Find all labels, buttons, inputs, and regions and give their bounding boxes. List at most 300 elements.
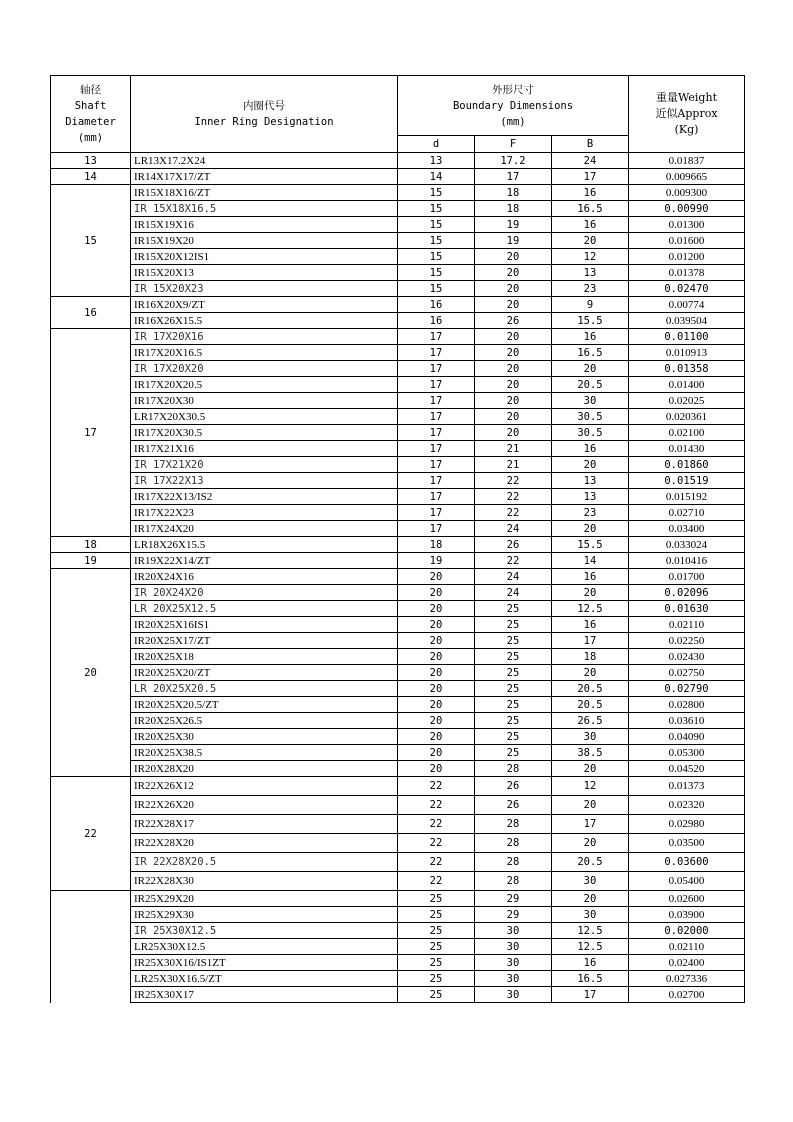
- table-row: [51, 872, 745, 891]
- b-cell: 12.5: [552, 601, 629, 617]
- designation-cell: LR17X20X30.5: [131, 409, 398, 425]
- table-row: [51, 633, 745, 649]
- d-cell: 20: [398, 665, 475, 681]
- d-cell: 25: [398, 987, 475, 1003]
- d-cell: 22: [398, 815, 475, 834]
- weight-cell: 0.02710: [629, 505, 745, 521]
- f-cell: 25: [475, 601, 552, 617]
- table-row: [51, 923, 745, 939]
- weight-cell: 0.01600: [629, 233, 745, 249]
- b-cell: 14: [552, 553, 629, 569]
- weight-cell: 0.01630: [629, 601, 745, 617]
- designation-cell: IR17X22X23: [131, 505, 398, 521]
- table-row: [51, 939, 745, 955]
- weight-cell: 0.02980: [629, 815, 745, 834]
- designation-cell: IR19X22X14/ZT: [131, 553, 398, 569]
- designation-cell: IR16X20X9/ZT: [131, 297, 398, 313]
- weight-cell: 0.02750: [629, 665, 745, 681]
- designation-cell: IR22X28X17: [131, 815, 398, 834]
- b-cell: 17: [552, 633, 629, 649]
- weight-cell: 0.01700: [629, 569, 745, 585]
- d-cell: 15: [398, 265, 475, 281]
- f-cell: 28: [475, 834, 552, 853]
- designation-cell: IR14X17X17/ZT: [131, 169, 398, 185]
- d-cell: 17: [398, 329, 475, 345]
- b-cell: 20: [552, 761, 629, 777]
- weight-cell: 0.02400: [629, 955, 745, 971]
- d-cell: 22: [398, 872, 475, 891]
- d-cell: 20: [398, 745, 475, 761]
- table-row: [51, 987, 745, 1003]
- d-cell: 25: [398, 907, 475, 923]
- b-cell: 20: [552, 361, 629, 377]
- d-cell: 22: [398, 853, 475, 872]
- f-cell: 20: [475, 249, 552, 265]
- weight-cell: 0.03500: [629, 834, 745, 853]
- weight-cell: 0.009300: [629, 185, 745, 201]
- table-row: [51, 281, 745, 297]
- d-cell: 17: [398, 409, 475, 425]
- shaft-diameter-cell: 19: [51, 553, 131, 569]
- f-cell: 20: [475, 265, 552, 281]
- b-cell: 20.5: [552, 377, 629, 393]
- weight-cell: 0.01300: [629, 217, 745, 233]
- designation-cell: LR25X30X16.5/ZT: [131, 971, 398, 987]
- b-cell: 20: [552, 796, 629, 815]
- f-cell: 20: [475, 361, 552, 377]
- weight-cell: 0.01430: [629, 441, 745, 457]
- d-cell: 18: [398, 537, 475, 553]
- b-cell: 20: [552, 665, 629, 681]
- b-cell: 12: [552, 249, 629, 265]
- b-cell: 20: [552, 521, 629, 537]
- table-row: [51, 409, 745, 425]
- b-cell: 20: [552, 585, 629, 601]
- f-cell: 17.2: [475, 153, 552, 169]
- designation-cell: IR16X26X15.5: [131, 313, 398, 329]
- d-cell: 22: [398, 796, 475, 815]
- d-cell: 20: [398, 585, 475, 601]
- table-row: [51, 891, 745, 907]
- weight-cell: 0.033024: [629, 537, 745, 553]
- table-row: [51, 345, 745, 361]
- weight-cell: 0.05400: [629, 872, 745, 891]
- d-cell: 19: [398, 553, 475, 569]
- weight-cell: 0.03600: [629, 853, 745, 872]
- d-cell: 20: [398, 649, 475, 665]
- designation-cell: LR 20X25X12.5: [131, 601, 398, 617]
- shaft-diameter-cell: 22: [51, 777, 131, 891]
- b-cell: 20.5: [552, 853, 629, 872]
- f-cell: 18: [475, 201, 552, 217]
- designation-cell: IR20X25X38.5: [131, 745, 398, 761]
- table-row: [51, 249, 745, 265]
- boundary-header-line: 外形尺寸: [492, 83, 534, 96]
- designation-cell: IR22X28X30: [131, 872, 398, 891]
- shaft-diameter-cell: [51, 891, 131, 1003]
- f-cell: 25: [475, 713, 552, 729]
- designation-cell: IR 22X28X20.5: [131, 853, 398, 872]
- b-cell: 30: [552, 393, 629, 409]
- designation-cell: IR15X20X12IS1: [131, 249, 398, 265]
- d-cell: 25: [398, 939, 475, 955]
- table-row: [51, 713, 745, 729]
- f-cell: 19: [475, 217, 552, 233]
- designation-cell: IR 15X18X16.5: [131, 201, 398, 217]
- designation-cell: IR 15X20X23: [131, 281, 398, 297]
- table-row: [51, 745, 745, 761]
- b-cell: 18: [552, 649, 629, 665]
- table-row: [51, 537, 745, 553]
- designation-cell: IR20X24X16: [131, 569, 398, 585]
- d-cell: 17: [398, 361, 475, 377]
- b-cell: 30: [552, 872, 629, 891]
- weight-cell: 0.04520: [629, 761, 745, 777]
- b-cell: 12.5: [552, 939, 629, 955]
- weight-cell: 0.02100: [629, 425, 745, 441]
- table-row: [51, 907, 745, 923]
- f-cell: 26: [475, 313, 552, 329]
- f-cell: 28: [475, 815, 552, 834]
- designation-cell: IR 20X24X20: [131, 585, 398, 601]
- f-cell: 22: [475, 505, 552, 521]
- d-cell: 15: [398, 185, 475, 201]
- weight-cell: 0.02700: [629, 987, 745, 1003]
- b-cell: 30: [552, 907, 629, 923]
- table-row: [51, 361, 745, 377]
- b-cell: 13: [552, 489, 629, 505]
- d-cell: 17: [398, 505, 475, 521]
- d-cell: 20: [398, 569, 475, 585]
- b-cell: 16.5: [552, 201, 629, 217]
- f-cell: 24: [475, 569, 552, 585]
- b-cell: 9: [552, 297, 629, 313]
- d-cell: 17: [398, 457, 475, 473]
- b-cell: 16: [552, 217, 629, 233]
- weight-cell: 0.02430: [629, 649, 745, 665]
- f-cell: 20: [475, 297, 552, 313]
- b-cell: 16: [552, 569, 629, 585]
- designation-cell: IR17X20X30.5: [131, 425, 398, 441]
- shaft-diameter-cell: 16: [51, 297, 131, 329]
- f-cell: 19: [475, 233, 552, 249]
- designation-cell: IR17X20X30: [131, 393, 398, 409]
- table-row: [51, 955, 745, 971]
- weight-cell: 0.02110: [629, 939, 745, 955]
- b-cell: 23: [552, 281, 629, 297]
- weight-cell: 0.015192: [629, 489, 745, 505]
- weight-cell: 0.00774: [629, 297, 745, 313]
- b-cell: 38.5: [552, 745, 629, 761]
- designation-cell: IR20X25X20/ZT: [131, 665, 398, 681]
- weight-cell: 0.010416: [629, 553, 745, 569]
- weight-header: [629, 76, 745, 153]
- d-cell: 17: [398, 441, 475, 457]
- designation-cell: IR22X26X20: [131, 796, 398, 815]
- table-row: [51, 185, 745, 201]
- designation-cell: IR20X25X17/ZT: [131, 633, 398, 649]
- shaft-header-line: (mm): [77, 132, 104, 144]
- weight-cell: 0.01100: [629, 329, 745, 345]
- f-cell: 30: [475, 939, 552, 955]
- f-cell: 24: [475, 585, 552, 601]
- f-cell: 29: [475, 891, 552, 907]
- d-cell: 17: [398, 425, 475, 441]
- b-cell: 16: [552, 617, 629, 633]
- boundary-header-line: Boundary Dimensions: [452, 99, 574, 112]
- designation-cell: LR 20X25X20.5: [131, 681, 398, 697]
- table-row: [51, 617, 745, 633]
- weight-cell: 0.02790: [629, 681, 745, 697]
- table-row: [51, 553, 745, 569]
- b-cell: 15.5: [552, 313, 629, 329]
- f-cell: 29: [475, 907, 552, 923]
- weight-cell: 0.01378: [629, 265, 745, 281]
- f-cell: 20: [475, 281, 552, 297]
- b-cell: 30.5: [552, 409, 629, 425]
- d-cell: 16: [398, 297, 475, 313]
- weight-cell: 0.01400: [629, 377, 745, 393]
- f-cell: 25: [475, 697, 552, 713]
- designation-cell: LR25X30X12.5: [131, 939, 398, 955]
- table-row: [51, 489, 745, 505]
- d-cell: 17: [398, 473, 475, 489]
- d-cell: 14: [398, 169, 475, 185]
- table-row: [51, 585, 745, 601]
- designation-cell: IR25X30X17: [131, 987, 398, 1003]
- weight-cell: 0.020361: [629, 409, 745, 425]
- shaft-header-line: Diameter: [65, 116, 116, 128]
- b-cell: 13: [552, 265, 629, 281]
- b-cell: 16.5: [552, 345, 629, 361]
- designation-cell: IR17X20X16.5: [131, 345, 398, 361]
- f-cell: 30: [475, 923, 552, 939]
- d-cell: 25: [398, 955, 475, 971]
- designation-cell: IR15X19X20: [131, 233, 398, 249]
- d-cell: 17: [398, 489, 475, 505]
- f-cell: 18: [475, 185, 552, 201]
- b-header: B: [552, 136, 629, 153]
- weight-cell: 0.01200: [629, 249, 745, 265]
- table-body: [51, 76, 745, 1003]
- weight-cell: 0.02470: [629, 281, 745, 297]
- table-row: [51, 153, 745, 169]
- f-cell: 20: [475, 329, 552, 345]
- d-cell: 22: [398, 777, 475, 796]
- shaft-diameter-cell: 14: [51, 169, 131, 185]
- weight-cell: 0.03900: [629, 907, 745, 923]
- designation-cell: IR 25X30X12.5: [131, 923, 398, 939]
- designation-cell: IR 17X20X20: [131, 361, 398, 377]
- d-header: d: [398, 136, 475, 153]
- weight-cell: 0.02025: [629, 393, 745, 409]
- weight-cell: 0.02320: [629, 796, 745, 815]
- table-row: [51, 665, 745, 681]
- b-cell: 20.5: [552, 681, 629, 697]
- designation-cell: IR17X20X20.5: [131, 377, 398, 393]
- d-cell: 17: [398, 393, 475, 409]
- f-cell: 28: [475, 853, 552, 872]
- weight-cell: 0.01358: [629, 361, 745, 377]
- header-row: [51, 76, 745, 136]
- f-cell: 25: [475, 633, 552, 649]
- table-row: [51, 971, 745, 987]
- table-row: [51, 777, 745, 796]
- b-cell: 15.5: [552, 537, 629, 553]
- weight-cell: 0.010913: [629, 345, 745, 361]
- d-cell: 20: [398, 633, 475, 649]
- weight-cell: 0.05300: [629, 745, 745, 761]
- d-cell: 25: [398, 891, 475, 907]
- d-cell: 20: [398, 601, 475, 617]
- f-cell: 25: [475, 617, 552, 633]
- designation-cell: IR22X28X20: [131, 834, 398, 853]
- weight-cell: 0.039504: [629, 313, 745, 329]
- bearing-inner-ring-table: [50, 75, 745, 1003]
- shaft-header-line: 轴径: [80, 84, 101, 96]
- shaft-diameter-cell: 17: [51, 329, 131, 537]
- designation-cell: LR13X17.2X24: [131, 153, 398, 169]
- f-cell: 25: [475, 649, 552, 665]
- weight-cell: 0.03400: [629, 521, 745, 537]
- weight-cell: 0.02096: [629, 585, 745, 601]
- weight-header-line: 近似Approx: [655, 107, 718, 120]
- b-cell: 20.5: [552, 697, 629, 713]
- shaft-diameter-cell: 20: [51, 569, 131, 777]
- designation-cell: LR18X26X15.5: [131, 537, 398, 553]
- f-cell: 20: [475, 409, 552, 425]
- inner-ring-header: [131, 76, 398, 153]
- table-row: [51, 441, 745, 457]
- d-cell: 20: [398, 697, 475, 713]
- weight-cell: 0.01860: [629, 457, 745, 473]
- designation-cell: IR 17X20X16: [131, 329, 398, 345]
- table-row: [51, 521, 745, 537]
- boundary-header-line: (mm): [500, 115, 526, 128]
- table-row: [51, 329, 745, 345]
- weight-header-line: (Kg): [674, 123, 699, 136]
- f-cell: 21: [475, 457, 552, 473]
- f-header: F: [475, 136, 552, 153]
- table-row: [51, 265, 745, 281]
- b-cell: 23: [552, 505, 629, 521]
- b-cell: 16: [552, 441, 629, 457]
- designation-cell: IR15X19X16: [131, 217, 398, 233]
- d-cell: 17: [398, 377, 475, 393]
- weight-cell: 0.02110: [629, 617, 745, 633]
- table-row: [51, 505, 745, 521]
- designation-cell: IR15X18X16/ZT: [131, 185, 398, 201]
- weight-cell: 0.027336: [629, 971, 745, 987]
- d-cell: 15: [398, 281, 475, 297]
- designation-cell: IR25X30X16/IS1ZT: [131, 955, 398, 971]
- b-cell: 20: [552, 834, 629, 853]
- table-row: [51, 393, 745, 409]
- b-cell: 16.5: [552, 971, 629, 987]
- weight-cell: 0.01373: [629, 777, 745, 796]
- d-cell: 20: [398, 681, 475, 697]
- f-cell: 22: [475, 489, 552, 505]
- designation-cell: IR20X25X16IS1: [131, 617, 398, 633]
- d-cell: 17: [398, 521, 475, 537]
- f-cell: 28: [475, 761, 552, 777]
- weight-header-line: 重量Weight: [656, 91, 717, 104]
- f-cell: 26: [475, 537, 552, 553]
- designation-cell: IR25X29X30: [131, 907, 398, 923]
- designation-cell: IR25X29X20: [131, 891, 398, 907]
- table-row: [51, 297, 745, 313]
- b-cell: 26.5: [552, 713, 629, 729]
- b-cell: 12.5: [552, 923, 629, 939]
- designation-cell: IR20X25X26.5: [131, 713, 398, 729]
- f-cell: 25: [475, 665, 552, 681]
- table-row: [51, 853, 745, 872]
- designation-cell: IR17X22X13/IS2: [131, 489, 398, 505]
- f-cell: 26: [475, 796, 552, 815]
- weight-cell: 0.00990: [629, 201, 745, 217]
- designation-cell: IR20X25X18: [131, 649, 398, 665]
- b-cell: 17: [552, 815, 629, 834]
- b-cell: 24: [552, 153, 629, 169]
- table-row: [51, 697, 745, 713]
- d-cell: 15: [398, 233, 475, 249]
- shaft-diameter-cell: 18: [51, 537, 131, 553]
- designation-cell: IR20X25X30: [131, 729, 398, 745]
- d-cell: 15: [398, 217, 475, 233]
- f-cell: 28: [475, 872, 552, 891]
- f-cell: 22: [475, 553, 552, 569]
- f-cell: 20: [475, 393, 552, 409]
- f-cell: 30: [475, 955, 552, 971]
- designation-cell: IR20X28X20: [131, 761, 398, 777]
- designation-cell: IR 17X22X13: [131, 473, 398, 489]
- b-cell: 16: [552, 185, 629, 201]
- b-cell: 12: [552, 777, 629, 796]
- table-row: [51, 796, 745, 815]
- weight-cell: 0.02600: [629, 891, 745, 907]
- b-cell: 17: [552, 169, 629, 185]
- weight-cell: 0.02000: [629, 923, 745, 939]
- f-cell: 25: [475, 681, 552, 697]
- b-cell: 16: [552, 329, 629, 345]
- table-row: [51, 473, 745, 489]
- f-cell: 20: [475, 425, 552, 441]
- b-cell: 13: [552, 473, 629, 489]
- d-cell: 20: [398, 761, 475, 777]
- f-cell: 24: [475, 521, 552, 537]
- b-cell: 30.5: [552, 425, 629, 441]
- f-cell: 17: [475, 169, 552, 185]
- b-cell: 16: [552, 955, 629, 971]
- table-row: [51, 425, 745, 441]
- table-row: [51, 233, 745, 249]
- weight-cell: 0.02250: [629, 633, 745, 649]
- boundary-dimensions-header: [398, 76, 629, 136]
- d-cell: 22: [398, 834, 475, 853]
- table-row: [51, 377, 745, 393]
- shaft-header-line: Shaft: [74, 100, 107, 112]
- b-cell: 20: [552, 457, 629, 473]
- f-cell: 21: [475, 441, 552, 457]
- inner-header-line: 内圈代号: [243, 100, 285, 112]
- table-row: [51, 834, 745, 853]
- d-cell: 20: [398, 617, 475, 633]
- f-cell: 26: [475, 777, 552, 796]
- table-row: [51, 601, 745, 617]
- table-row: [51, 681, 745, 697]
- designation-cell: IR15X20X13: [131, 265, 398, 281]
- d-cell: 15: [398, 249, 475, 265]
